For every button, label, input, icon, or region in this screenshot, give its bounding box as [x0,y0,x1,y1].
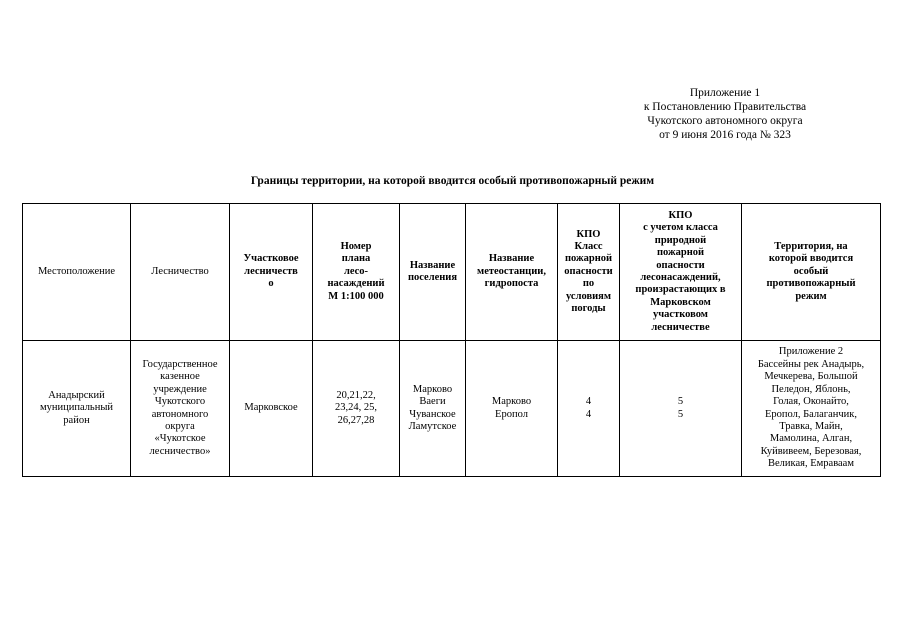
cell-district: Марковское [230,341,313,477]
table-header-row [23,204,881,341]
cell-forestry: Государственное казенное учреждение Чукотского автономного округа «Чукотское лесничество» [131,341,230,477]
appendix-region: Чукотского автономного округа [647,115,803,127]
header-location: Местоположение [23,204,131,341]
appendix-date: от 9 июня 2016 года № 323 [659,129,791,141]
header-settlement: Название поселения [400,204,466,341]
document-title: Границы территории, на которой вводится особый противопожарный режим [250,175,655,187]
header-district: Участковое лесничеств о [230,204,313,341]
cell-location: Анадырский муниципальный район [23,341,131,477]
cell-kpo: 4 4 [558,341,620,477]
header-kpo-forest: КПО с учетом класса природной пожарной опасности лесонасаждений, произрастающих в Марковском участковом лесничестве [620,204,742,341]
header-station: Название метеостанции, гидропоста [466,204,558,341]
cell-plan: 20,21,22, 23,24, 25, 26,27,28 [313,341,400,477]
appendix-header [610,86,840,142]
header-forestry: Лесничество [131,204,230,341]
header-kpo: КПО Класс пожарной опасности по условиям погоды [558,204,620,341]
appendix-number: Приложение 1 [689,87,761,99]
cell-settlement: Марково Ваеги Чуванское Ламутское [400,341,466,477]
header-plan: Номер плана лесо- насаждений М 1:100 000 [313,204,400,341]
cell-territory: Приложение 2 Бассейны рек Анадырь, Мечкерева, Большой Пеледон, Яблонь, Голая, Оконайто, Еропол, Балаганчик, Травка, Майн, Мамолина, Алган, Куйвивеем, Березовая, Великая, Емраваам [742,341,881,477]
fire-regime-table [22,203,881,477]
header-territory: Территория, на которой вводится особый противопожарный режим [742,204,881,341]
table-row [23,341,881,477]
cell-station: Марково Еропол [466,341,558,477]
appendix-reference: к Постановлению Правительства [643,101,807,113]
cell-kpo-forest: 5 5 [620,341,742,477]
